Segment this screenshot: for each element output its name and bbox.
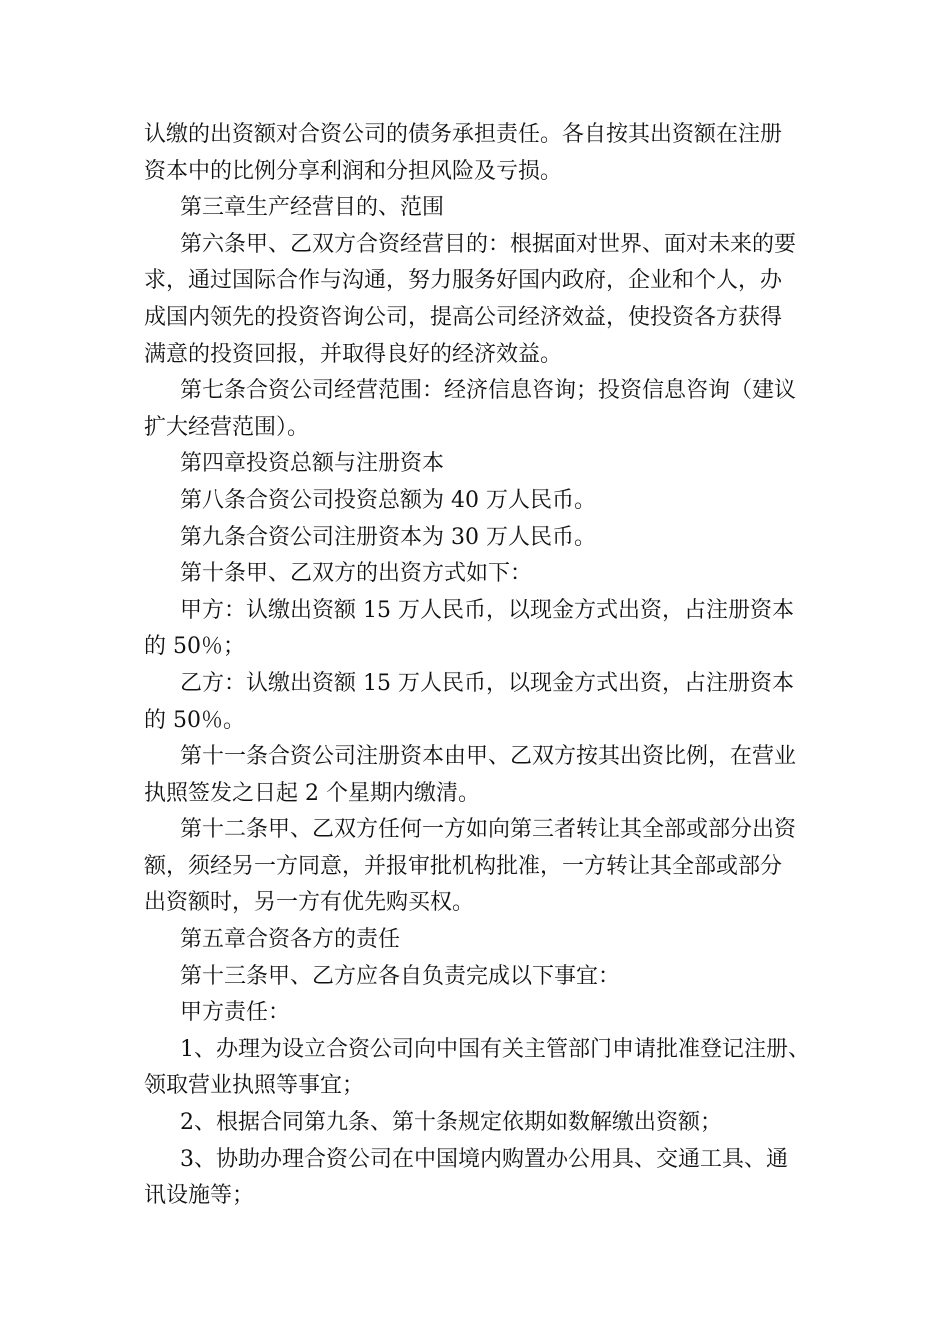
text-line: 额，须经另一方同意，并报审批机构批准，一方转让其全部或部分 <box>144 853 783 879</box>
text-line: 资本中的比例分享利润和分担风险及亏损。 <box>144 158 563 184</box>
text-line: 第九条合资公司注册资本为 30 万人民币。 <box>180 524 596 550</box>
text-line: 领取营业执照等事宜； <box>144 1073 365 1099</box>
text-line: 的 50％； <box>144 634 245 660</box>
text-line: 讯设施等； <box>144 1183 255 1209</box>
contract-text-body <box>144 117 808 1215</box>
text-line: 出资额时，另一方有优先购买权。 <box>144 890 475 916</box>
text-line: 的 50％。 <box>144 707 245 733</box>
list-item: 3、协助办理合资公司在中国境内购置办公用具、交通工具、通 <box>180 1146 788 1172</box>
text-line: 第六条甲、乙双方合资经营目的：根据面对世界、面对未来的要 <box>180 231 797 257</box>
text-line: 第十一条合资公司注册资本由甲、乙双方按其出资比例，在营业 <box>180 744 797 770</box>
text-line: 甲方：认缴出资额 15 万人民币，以现金方式出资，占注册资本 <box>180 597 794 623</box>
text-line: 第十三条甲、乙方应各自负责完成以下事宜： <box>180 963 621 989</box>
text-line: 认缴的出资额对合资公司的债务承担责任。各自按其出资额在注册 <box>144 122 783 147</box>
text-line: 第七条合资公司经营范围：经济信息咨询；投资信息咨询（建议 <box>180 378 797 404</box>
text-line: 扩大经营范围）。 <box>144 414 310 440</box>
text-line: 乙方：认缴出资额 15 万人民币，以现金方式出资，占注册资本 <box>180 670 794 696</box>
text-line: 满意的投资回报，并取得良好的经济效益。 <box>144 341 563 367</box>
text-line: 成国内领先的投资咨询公司，提高公司经济效益，使投资各方获得 <box>144 304 783 330</box>
text-line: 甲方责任： <box>180 1000 291 1026</box>
text-line: 第八条合资公司投资总额为 40 万人民币。 <box>180 487 596 513</box>
text-line: 第十条甲、乙双方的出资方式如下： <box>180 561 533 587</box>
text-line: 执照签发之日起 2 个星期内缴清。 <box>144 780 480 806</box>
text-line: 第十二条甲、乙双方任何一方如向第三者转让其全部或部分出资 <box>180 817 797 843</box>
chapter-heading: 第三章生产经营目的、范围 <box>180 195 445 221</box>
text-line: 求，通过国际合作与沟通，努力服务好国内政府，企业和个人，办 <box>144 268 783 294</box>
chapter-heading: 第五章合资各方的责任 <box>180 927 401 953</box>
chapter-heading: 第四章投资总额与注册资本 <box>180 451 445 477</box>
list-item: 1、办理为设立合资公司向中国有关主管部门申请批准登记注册、 <box>180 1036 810 1062</box>
list-item: 2、根据合同第九条、第十条规定依期如数解缴出资额； <box>180 1110 722 1136</box>
